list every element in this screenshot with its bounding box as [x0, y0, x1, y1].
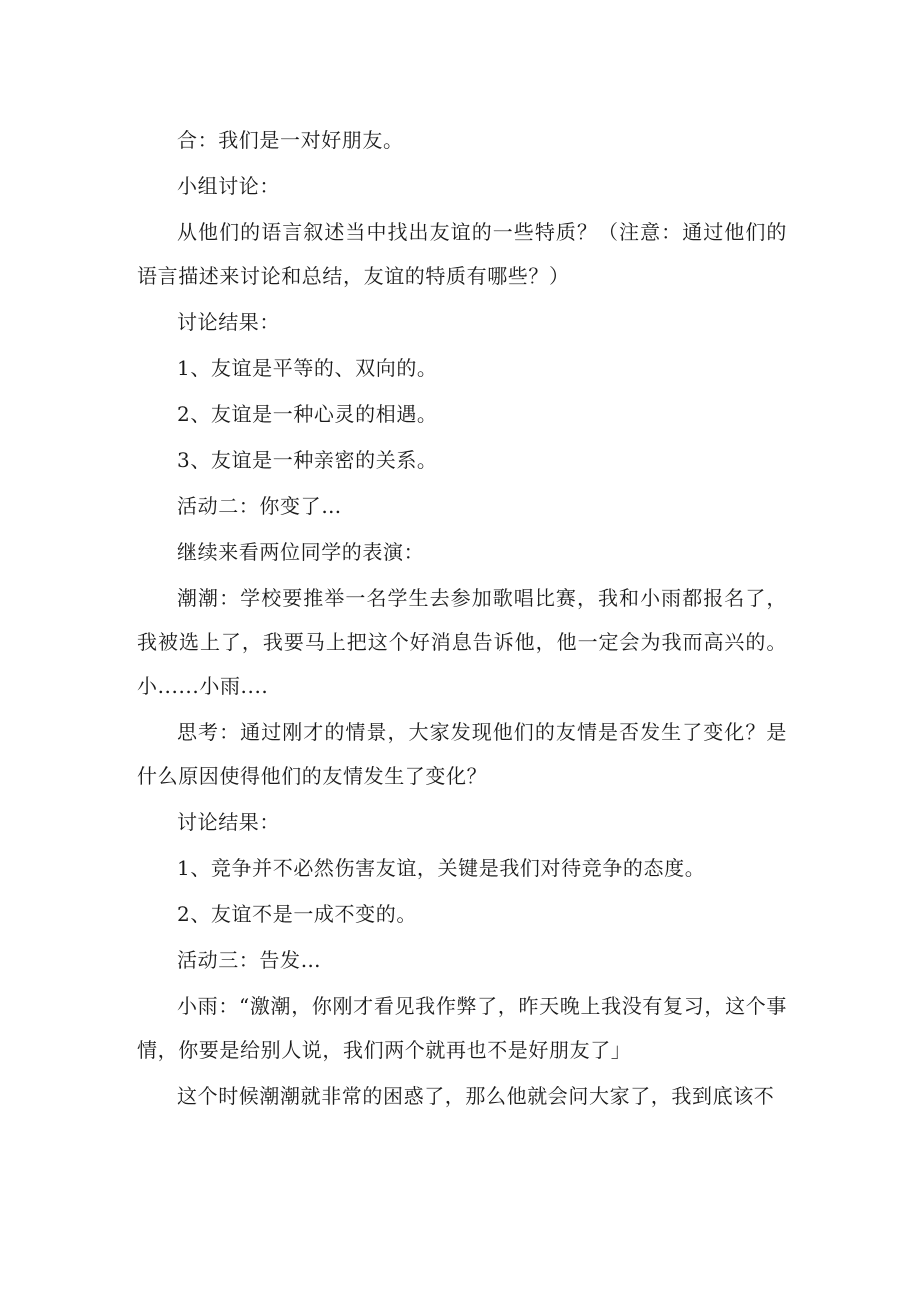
paragraph-6: 2、友谊是一种心灵的相遇。 [177, 402, 438, 426]
paragraph-5: 1、友谊是平等的、双向的。 [177, 356, 438, 380]
paragraph-4: 讨论结果： [177, 310, 280, 334]
document-body [137, 118, 787, 1118]
paragraph-10: 潮潮：学校要推举一名学生去参加歌唱比赛，我和小雨都报名了，我被选上了，我要马上把这个好消息告诉他，他一定会为我而高兴的。小......小雨.... [137, 586, 787, 698]
paragraph-12: 讨论结果： [177, 810, 280, 834]
paragraph-9: 继续来看两位同学的表演： [177, 540, 425, 564]
paragraph-14: 2、友谊不是一成不变的。 [177, 902, 417, 926]
paragraph-17: 这个时候潮潮就非常的困惑了，那么他就会问大家了，我到底该不 [177, 1084, 775, 1108]
paragraph-11: 思考：通过刚才的情景，大家发现他们的友情是否发生了变化？是什么原因使得他们的友情发生了变化？ [137, 720, 787, 788]
paragraph-13: 1、竞争并不必然伤害友谊，关键是我们对待竞争的态度。 [177, 856, 706, 880]
paragraph-16: 小雨：“激潮，你刚才看见我作弊了，昨天晚上我没有复习，这个事情，你要是给别人说，我们两个就再也不是好朋友了」 [137, 994, 787, 1062]
paragraph-3: 从他们的语言叙述当中找出友谊的一些特质？（注意：通过他们的语言描述来讨论和总结，友谊的特质有哪些？） [137, 220, 787, 288]
paragraph-8: 活动二：你变了… [177, 494, 342, 518]
paragraph-7: 3、友谊是一种亲密的关系。 [177, 448, 438, 472]
paragraph-2: 小组讨论： [177, 174, 280, 198]
paragraph-15: 活动三：告发… [177, 948, 322, 972]
paragraph-1: 合：我们是一对好朋友。 [177, 128, 404, 152]
